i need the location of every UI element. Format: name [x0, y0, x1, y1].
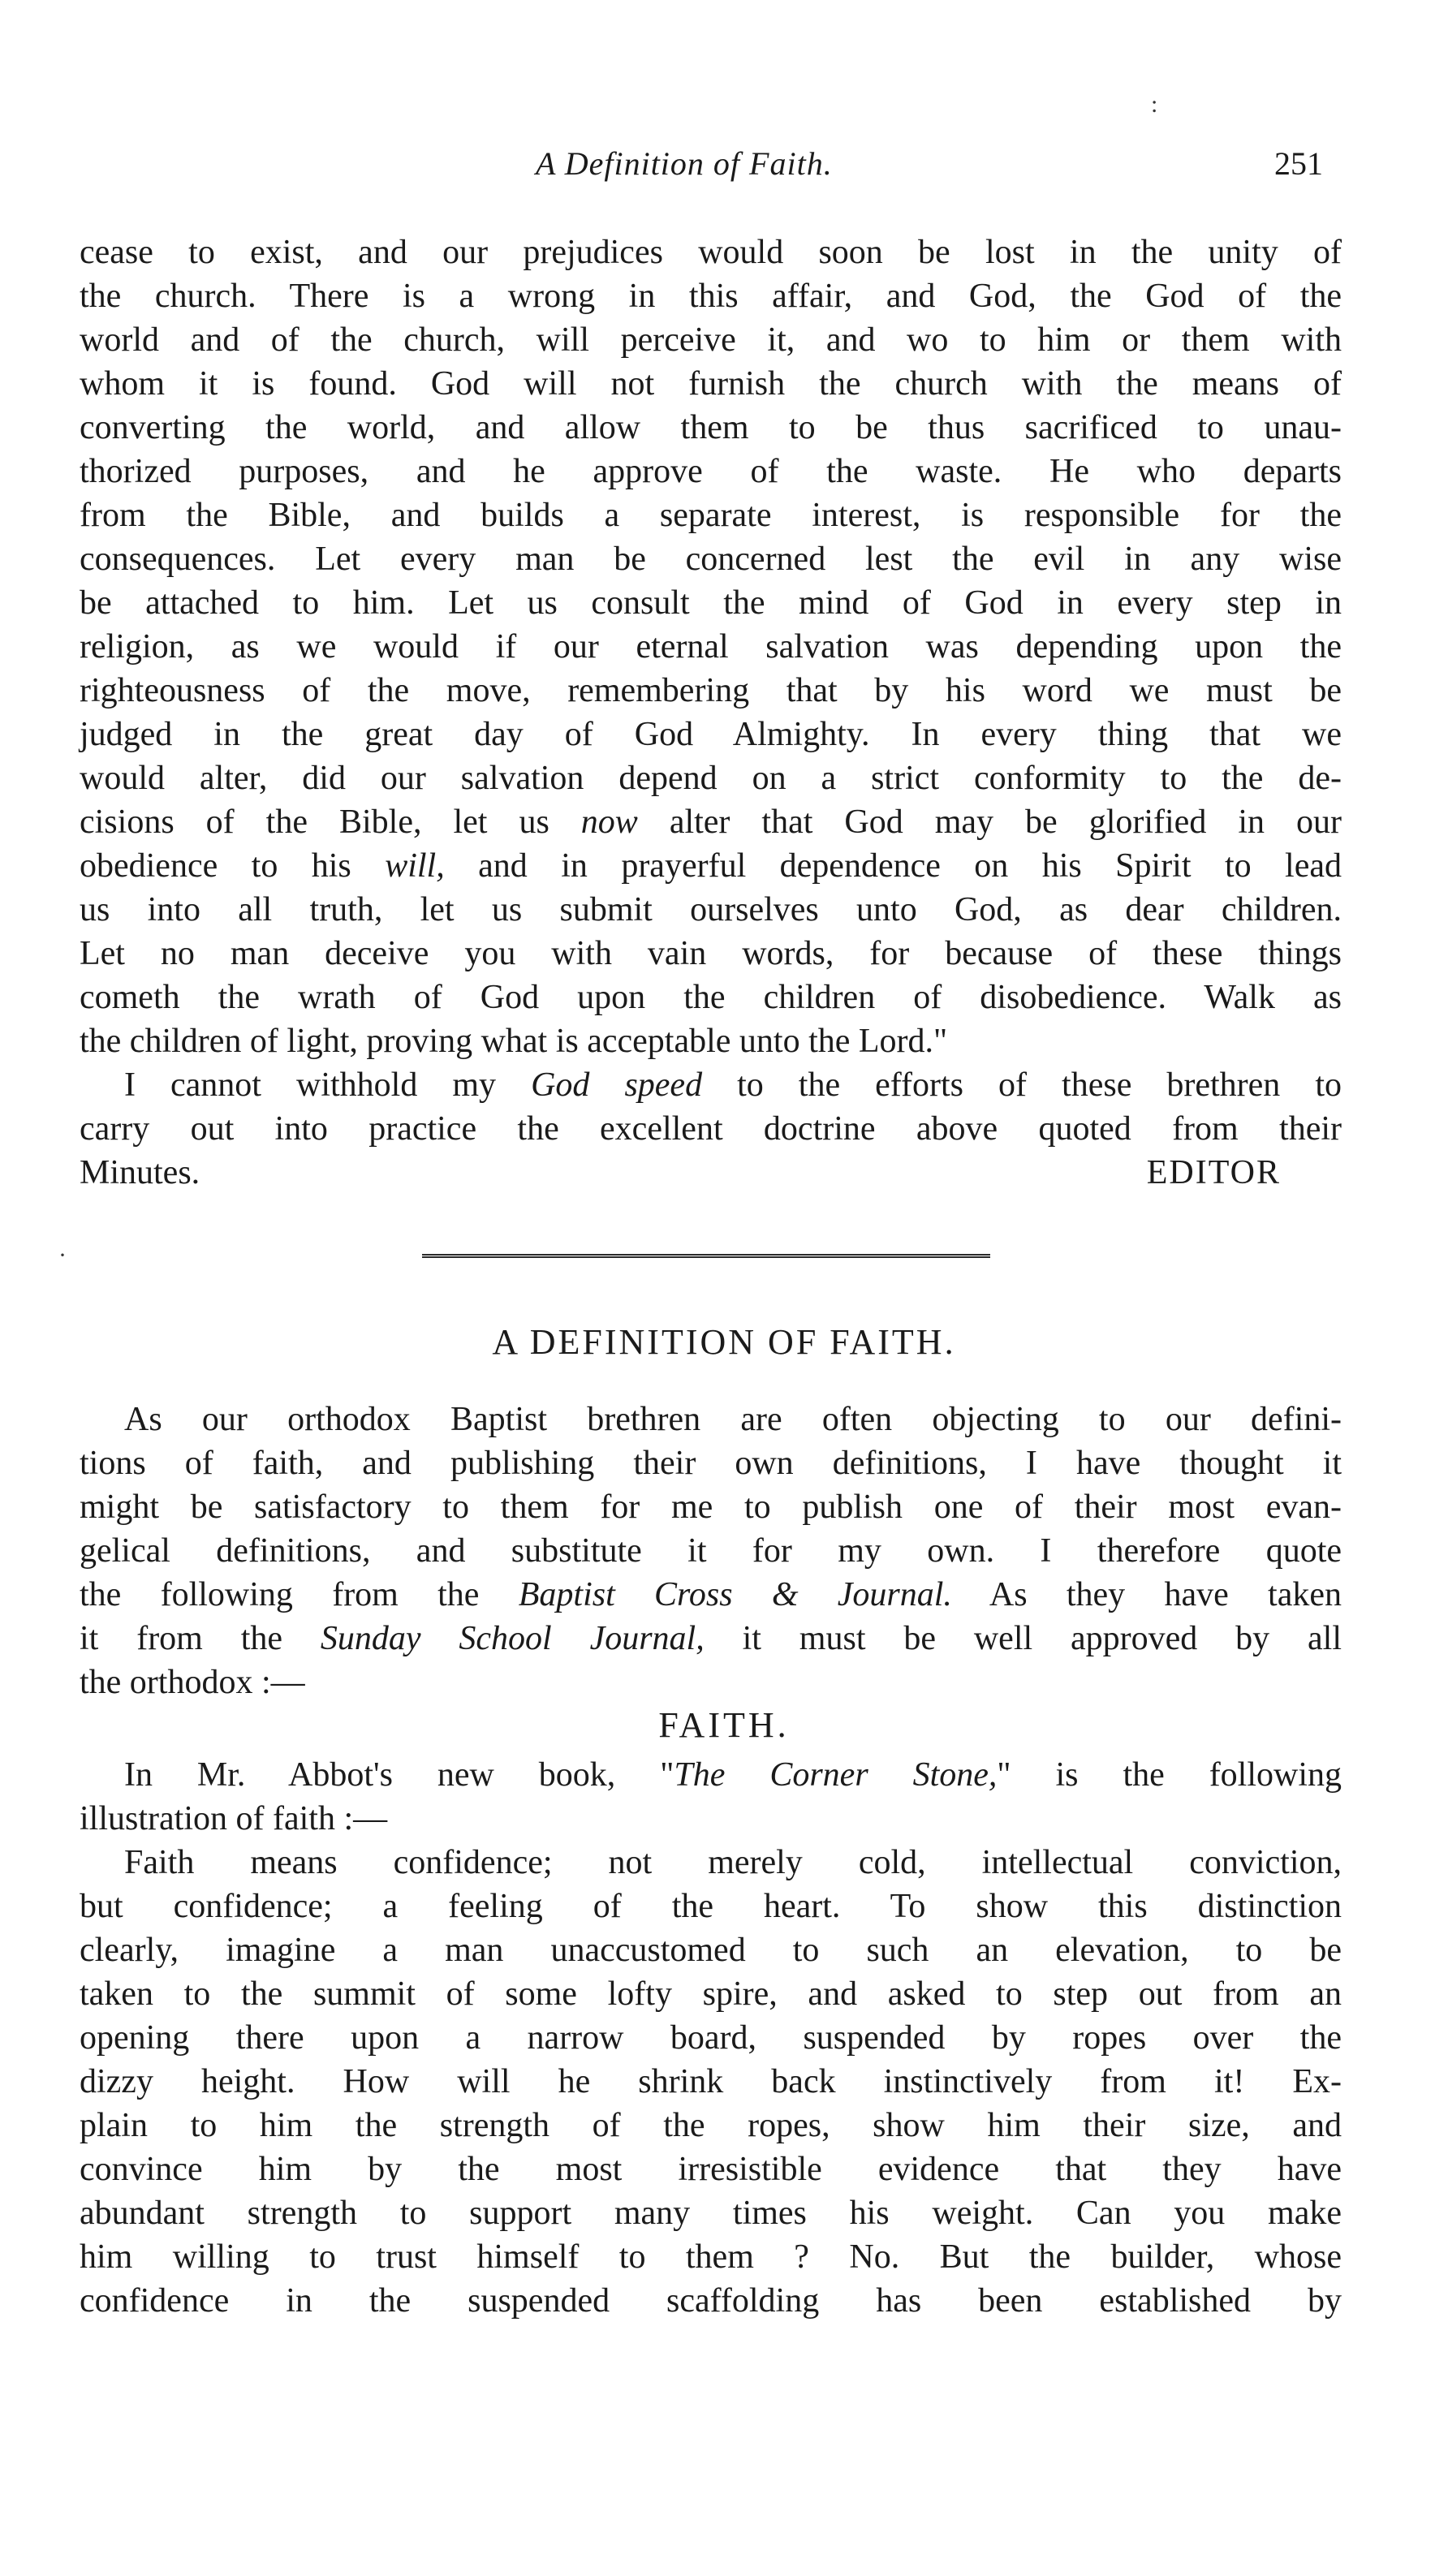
text-line: whom it is found. God will not furnish the church with the means of: [80, 365, 1342, 403]
text-run: I cannot withhold my: [124, 1066, 532, 1104]
text-line: the children of light, proving what is acceptable unto the Lord.": [80, 1023, 948, 1060]
text-line: [80, 800, 1342, 844]
text-line: gelical definitions, and substitute it for my own. I therefore quote: [80, 1532, 1342, 1570]
text-line: opening there upon a narrow board, suspended by ropes over the: [80, 2019, 1342, 2057]
text-run: and in prayerful dependence on his Spirit to lead: [444, 847, 1342, 885]
text-run: alter that God may be glorified in our: [637, 803, 1342, 841]
text-line: As our orthodox Baptist brethren are often objecting to our defini-: [124, 1401, 1342, 1438]
article-continuation: [80, 230, 1342, 1195]
running-title: A Definition of Faith.: [536, 145, 833, 182]
text-run: to the efforts of these brethren to: [702, 1066, 1342, 1104]
text-line: religion, as we would if our eternal salvation was depending upon the: [80, 628, 1342, 666]
text-run: " is the following: [997, 1756, 1342, 1794]
page-number: 251: [1274, 145, 1323, 182]
print-speck: :: [1151, 91, 1158, 118]
text-run: Minutes.: [80, 1154, 200, 1191]
text-line: us into all truth, let us submit ourselves unto God, as dear children.: [80, 891, 1342, 928]
emphasis-text: God speed: [531, 1066, 703, 1104]
text-run: the following from the: [80, 1576, 519, 1613]
emphasis-text: will,: [385, 847, 445, 885]
text-line: but confidence; a feeling of the heart. To show this distinction: [80, 1888, 1342, 1925]
emphasis-text: Sunday School Journal,: [320, 1620, 705, 1657]
editor-signature: EDITOR: [1146, 1154, 1281, 1191]
text-line: [80, 1063, 1342, 1107]
text-run: it must be well approved by all: [704, 1620, 1342, 1657]
emphasis-text: now: [580, 803, 638, 841]
text-line: [80, 1573, 1342, 1617]
page-header: [81, 144, 1347, 193]
text-line: carry out into practice the excellent doctrine above quoted from their: [80, 1110, 1342, 1148]
text-line: plain to him the strength of the ropes, show him their size, and: [80, 2107, 1342, 2144]
text-line: tions of faith, and publishing their own definitions, I have thought it: [80, 1445, 1342, 1482]
text-line: [80, 844, 1342, 888]
text-line: world and of the church, will perceive it, and wo to him or them with: [80, 321, 1342, 359]
text-line: him willing to trust himself to them ? No. But the builder, whose: [80, 2238, 1342, 2276]
text-line: Let no man deceive you with vain words, for because of these things: [80, 935, 1342, 972]
quoted-definition: [80, 1753, 1342, 2323]
text-run: it from the: [80, 1620, 321, 1657]
text-line: Faith means confidence; not merely cold, intellectual conviction,: [124, 1844, 1342, 1881]
emphasis-text: Baptist Cross & Journal.: [518, 1576, 952, 1613]
section-title: A DEFINITION OF FAITH.: [492, 1322, 956, 1362]
text-line: abundant strength to support many times his weight. Can you make: [80, 2195, 1342, 2232]
text-line: would alter, did our salvation depend on a strict conformity to the de-: [80, 760, 1342, 797]
text-line: consequences. Let every man be concerned lest the evil in any wise: [80, 541, 1342, 578]
text-line: judged in the great day of God Almighty. In every thing that we: [80, 716, 1342, 753]
text-line: thorized purposes, and he approve of the waste. He who departs: [80, 453, 1342, 490]
text-run: cisions of the Bible, let us: [80, 803, 581, 841]
text-line: converting the world, and allow them to be thus sacrificed to unau-: [80, 409, 1342, 446]
section-divider: [422, 1254, 990, 1258]
text-line: confidence in the suspended scaffolding has been established by: [80, 2282, 1342, 2320]
text-line: dizzy height. How will he shrink back instinctively from it! Ex-: [80, 2063, 1342, 2100]
text-run: As they have taken: [951, 1576, 1342, 1613]
text-run: In Mr. Abbot's new book, ": [124, 1756, 674, 1794]
text-line: the orthodox :—: [80, 1664, 305, 1701]
signature-line: [80, 1151, 1342, 1195]
text-line: be attached to him. Let us consult the mind of God in every step in: [80, 584, 1342, 622]
text-line: righteousness of the move, remembering that by his word we must be: [80, 672, 1342, 709]
text-line: [80, 1617, 1342, 1661]
print-speck: ·: [58, 1242, 67, 1269]
text-line: from the Bible, and builds a separate interest, is responsible for the: [80, 497, 1342, 534]
text-line: taken to the summit of some lofty spire, and asked to step out from an: [80, 1975, 1342, 2013]
emphasis-text: The Corner Stone,: [674, 1756, 998, 1794]
text-line: cease to exist, and our prejudices would soon be lost in the unity of: [80, 234, 1342, 271]
text-line: convince him by the most irresistible evidence that they have: [80, 2151, 1342, 2188]
text-line: illustration of faith :—: [80, 1800, 388, 1837]
text-line: [80, 1753, 1342, 1797]
text-line: clearly, imagine a man unaccustomed to such an elevation, to be: [80, 1932, 1342, 1969]
text-line: the church. There is a wrong in this affair, and God, the God of the: [80, 278, 1342, 315]
text-line: might be satisfactory to them for me to publish one of their most evan-: [80, 1488, 1342, 1526]
article-intro: [80, 1398, 1342, 1704]
text-run: obedience to his: [80, 847, 386, 885]
text-line: cometh the wrath of God upon the children of disobedience. Walk as: [80, 979, 1342, 1016]
sub-title: FAITH.: [658, 1705, 790, 1745]
